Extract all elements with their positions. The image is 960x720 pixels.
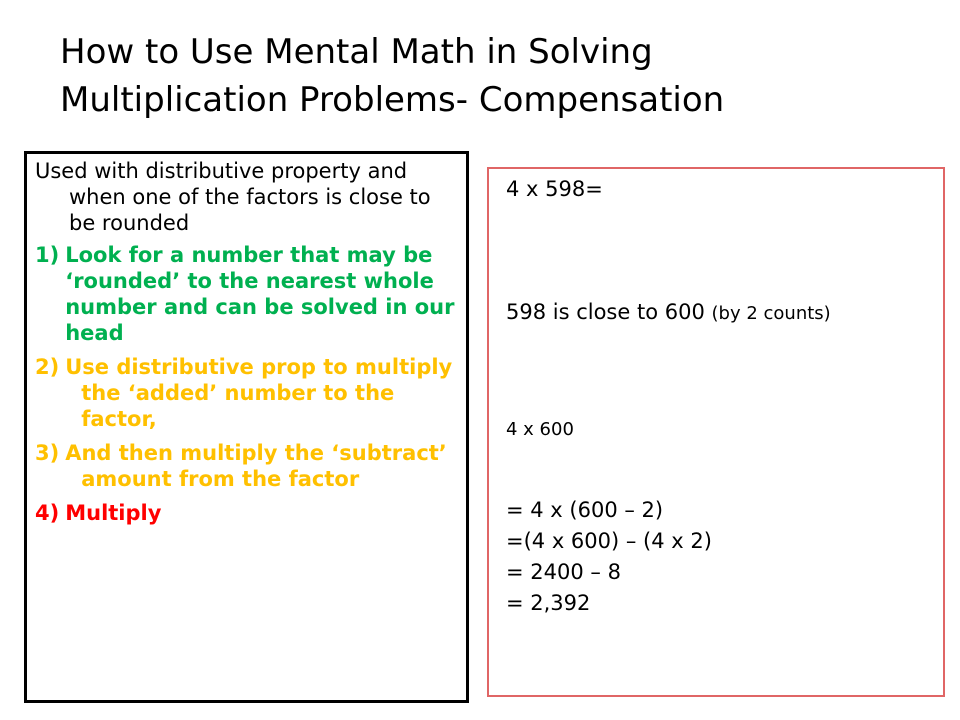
close-to-main: 598 is close to 600 (506, 300, 712, 324)
step-3 (35, 440, 458, 492)
example-equation: 4 x 598= (506, 177, 603, 201)
example-panel (487, 167, 945, 697)
step-3-number: 3) (35, 441, 60, 465)
step-2-text: Use distributive prop to multiply the ‘added’ number to the factor, (65, 355, 453, 431)
intro-text: Used with distributive property and when one of the factors is close to be rounded (35, 159, 431, 235)
solution-line-4: = 2,392 (506, 591, 591, 615)
step-1-number: 1) (35, 243, 60, 267)
step-4-text: Multiply (65, 501, 162, 525)
step-1 (35, 242, 458, 346)
step-2 (35, 354, 458, 432)
rounded-product: 4 x 600 (506, 419, 574, 440)
slide-title (60, 28, 940, 124)
step-3-text: And then multiply the ‘subtract’ amount from the factor (65, 441, 447, 491)
solution-line-2: =(4 x 600) – (4 x 2) (506, 529, 712, 553)
title-line-1: How to Use Mental Math in Solving (60, 32, 653, 72)
step-1-text: Look for a number that may be ‘rounded’ to the nearest whole number and can be solved in our head (65, 243, 455, 345)
title-line-2: Multiplication Problems- Compensation (60, 80, 725, 120)
step-2-number: 2) (35, 355, 60, 379)
step-4-number: 4) (35, 501, 60, 525)
step-4 (35, 500, 458, 526)
close-to-note: (by 2 counts) (711, 303, 831, 324)
solution-line-3: = 2400 – 8 (506, 560, 621, 584)
steps-panel (24, 151, 469, 703)
solution-line-1: = 4 x (600 – 2) (506, 498, 664, 522)
close-to-statement (506, 300, 831, 324)
solution-steps (506, 495, 712, 619)
